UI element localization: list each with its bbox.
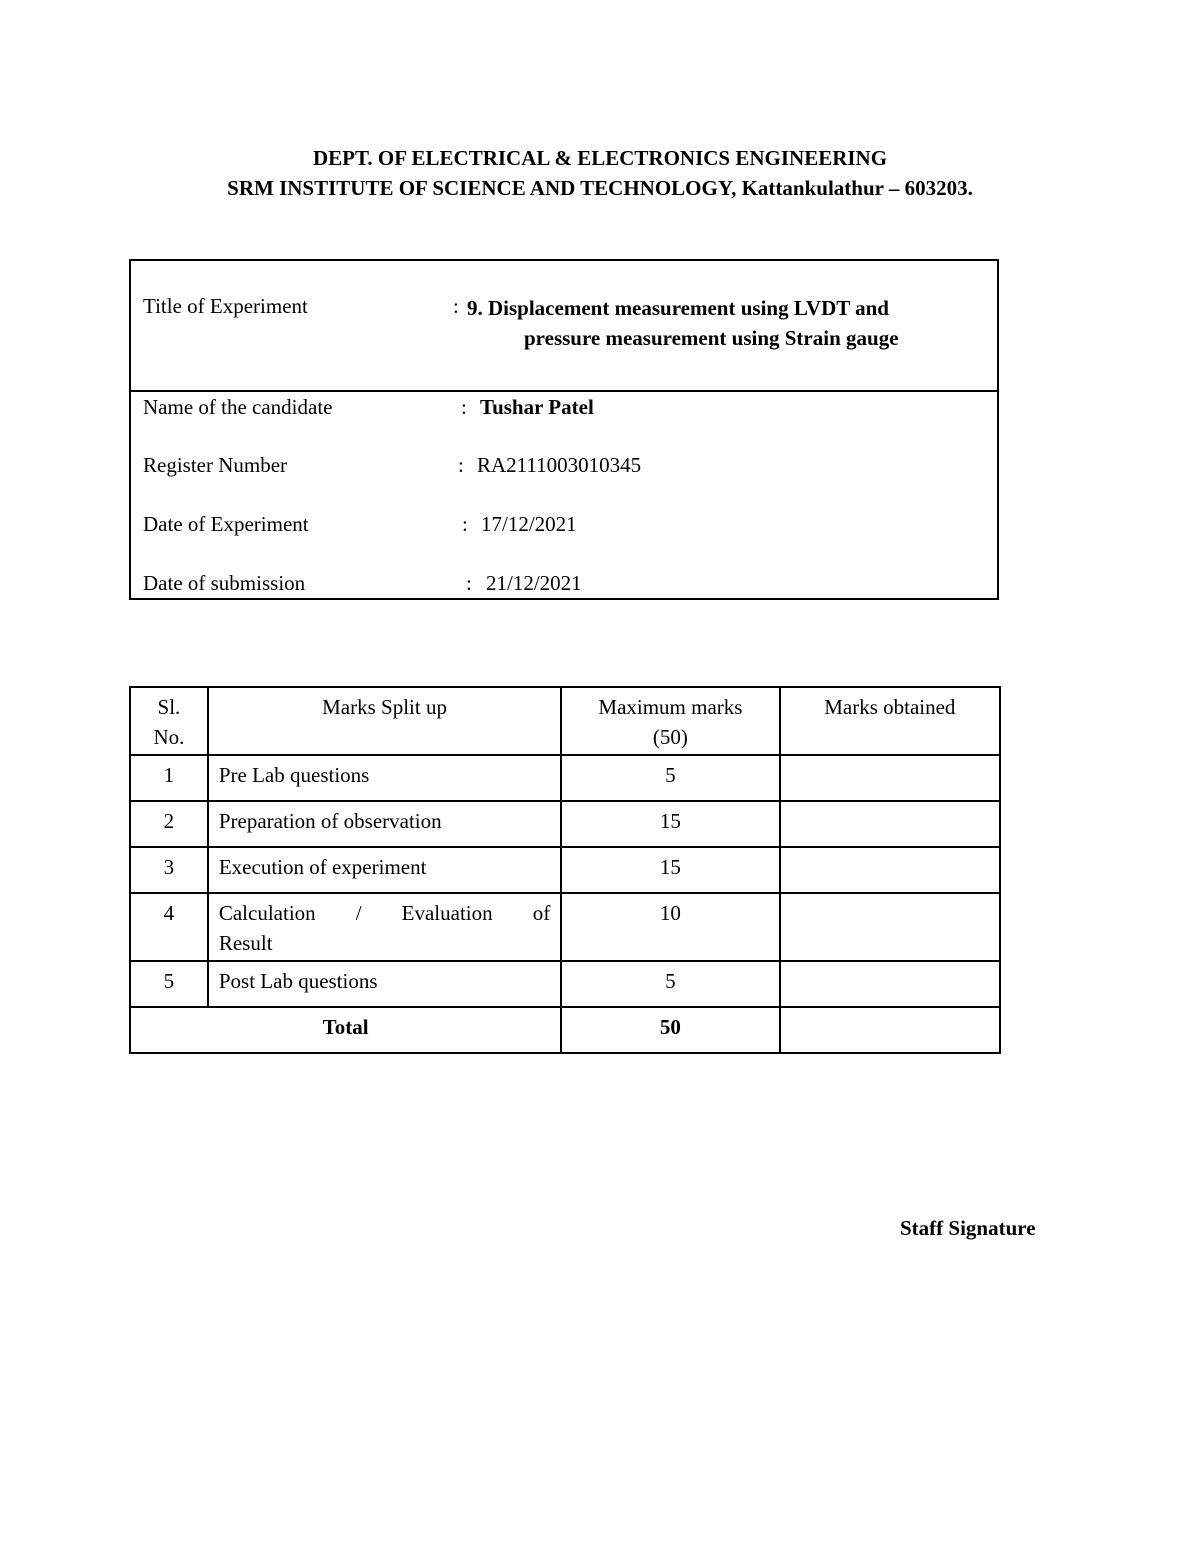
maximum-marks-cell: 10	[561, 893, 779, 961]
sl-no-header-line1: Sl.	[157, 695, 181, 719]
date-of-experiment-colon: :	[462, 512, 468, 536]
total-row	[130, 1007, 1000, 1053]
marks-obtained-cell[interactable]	[780, 847, 1000, 893]
marks-table	[129, 686, 1001, 1054]
sl-no-cell: 5	[130, 961, 208, 1007]
candidate-name-label: Name of the candidate	[143, 395, 333, 419]
institute-name: SRM INSTITUTE OF SCIENCE AND TECHNOLOGY, Kattankulathur – 603203.	[227, 176, 973, 200]
experiment-title-row	[131, 261, 997, 392]
marks-obtained-cell[interactable]	[780, 755, 1000, 801]
date-of-experiment-value: 17/12/2021	[481, 512, 577, 536]
maximum-marks-header-line1: Maximum marks	[598, 695, 743, 719]
split-word: /	[355, 901, 362, 925]
marks-split-line2: Result	[218, 931, 273, 955]
date-of-submission-colon: :	[466, 571, 472, 595]
sl-no-cell: 2	[130, 801, 208, 847]
maximum-marks-cell: 5	[561, 961, 779, 1007]
staff-signature-label: Staff Signature	[900, 1216, 1036, 1240]
experiment-info-box	[129, 259, 999, 600]
sl-no-header	[130, 687, 208, 755]
split-word: of	[532, 901, 551, 925]
department-name: DEPT. OF ELECTRICAL & ELECTRONICS ENGINEERING	[312, 146, 888, 170]
date-of-submission-value: 21/12/2021	[486, 571, 582, 595]
total-maximum-marks: 50	[561, 1007, 779, 1053]
marks-split-cell: Execution of experiment	[208, 847, 561, 893]
sl-no-cell: 1	[130, 755, 208, 801]
sl-no-cell: 4	[130, 893, 208, 961]
maximum-marks-cell: 15	[561, 847, 779, 893]
marks-split-line1	[219, 898, 550, 928]
table-row	[130, 961, 1000, 1007]
register-number-value: RA2111003010345	[477, 453, 642, 477]
candidate-name-value: Tushar Patel	[480, 395, 594, 419]
total-label: Total	[130, 1007, 561, 1053]
total-marks-obtained[interactable]	[780, 1007, 1000, 1053]
marks-table-header-row	[130, 687, 1000, 755]
register-number-colon: :	[458, 453, 464, 477]
marks-split-cell: Pre Lab questions	[208, 755, 561, 801]
candidate-name-colon: :	[461, 395, 467, 419]
split-word: Evaluation	[401, 901, 493, 925]
marks-obtained-cell[interactable]	[780, 801, 1000, 847]
maximum-marks-cell: 5	[561, 755, 779, 801]
marks-split-cell	[208, 893, 561, 961]
marks-obtained-cell[interactable]	[780, 961, 1000, 1007]
table-row	[130, 893, 1000, 961]
maximum-marks-header	[561, 687, 779, 755]
experiment-title-line1: 9. Displacement measurement using LVDT and	[467, 296, 889, 320]
marks-obtained-cell[interactable]	[780, 893, 1000, 961]
experiment-title-line2: pressure measurement using Strain gauge	[524, 326, 899, 350]
marks-obtained-header: Marks obtained	[780, 687, 1000, 755]
title-label: Title of Experiment	[143, 294, 308, 318]
marks-split-cell: Post Lab questions	[208, 961, 561, 1007]
marks-split-header: Marks Split up	[208, 687, 561, 755]
table-row	[130, 847, 1000, 893]
date-of-submission-label: Date of submission	[143, 571, 306, 595]
table-row	[130, 801, 1000, 847]
title-colon: :	[453, 294, 459, 318]
maximum-marks-header-line2: (50)	[652, 725, 688, 749]
maximum-marks-cell: 15	[561, 801, 779, 847]
sl-no-header-line2: No.	[153, 725, 185, 749]
table-row	[130, 755, 1000, 801]
marks-split-cell: Preparation of observation	[208, 801, 561, 847]
sl-no-cell: 3	[130, 847, 208, 893]
date-of-experiment-label: Date of Experiment	[143, 512, 309, 536]
experiment-title-value	[467, 293, 987, 353]
register-number-label: Register Number	[143, 453, 288, 477]
split-word: Calculation	[218, 901, 316, 925]
document-header	[0, 143, 1200, 203]
